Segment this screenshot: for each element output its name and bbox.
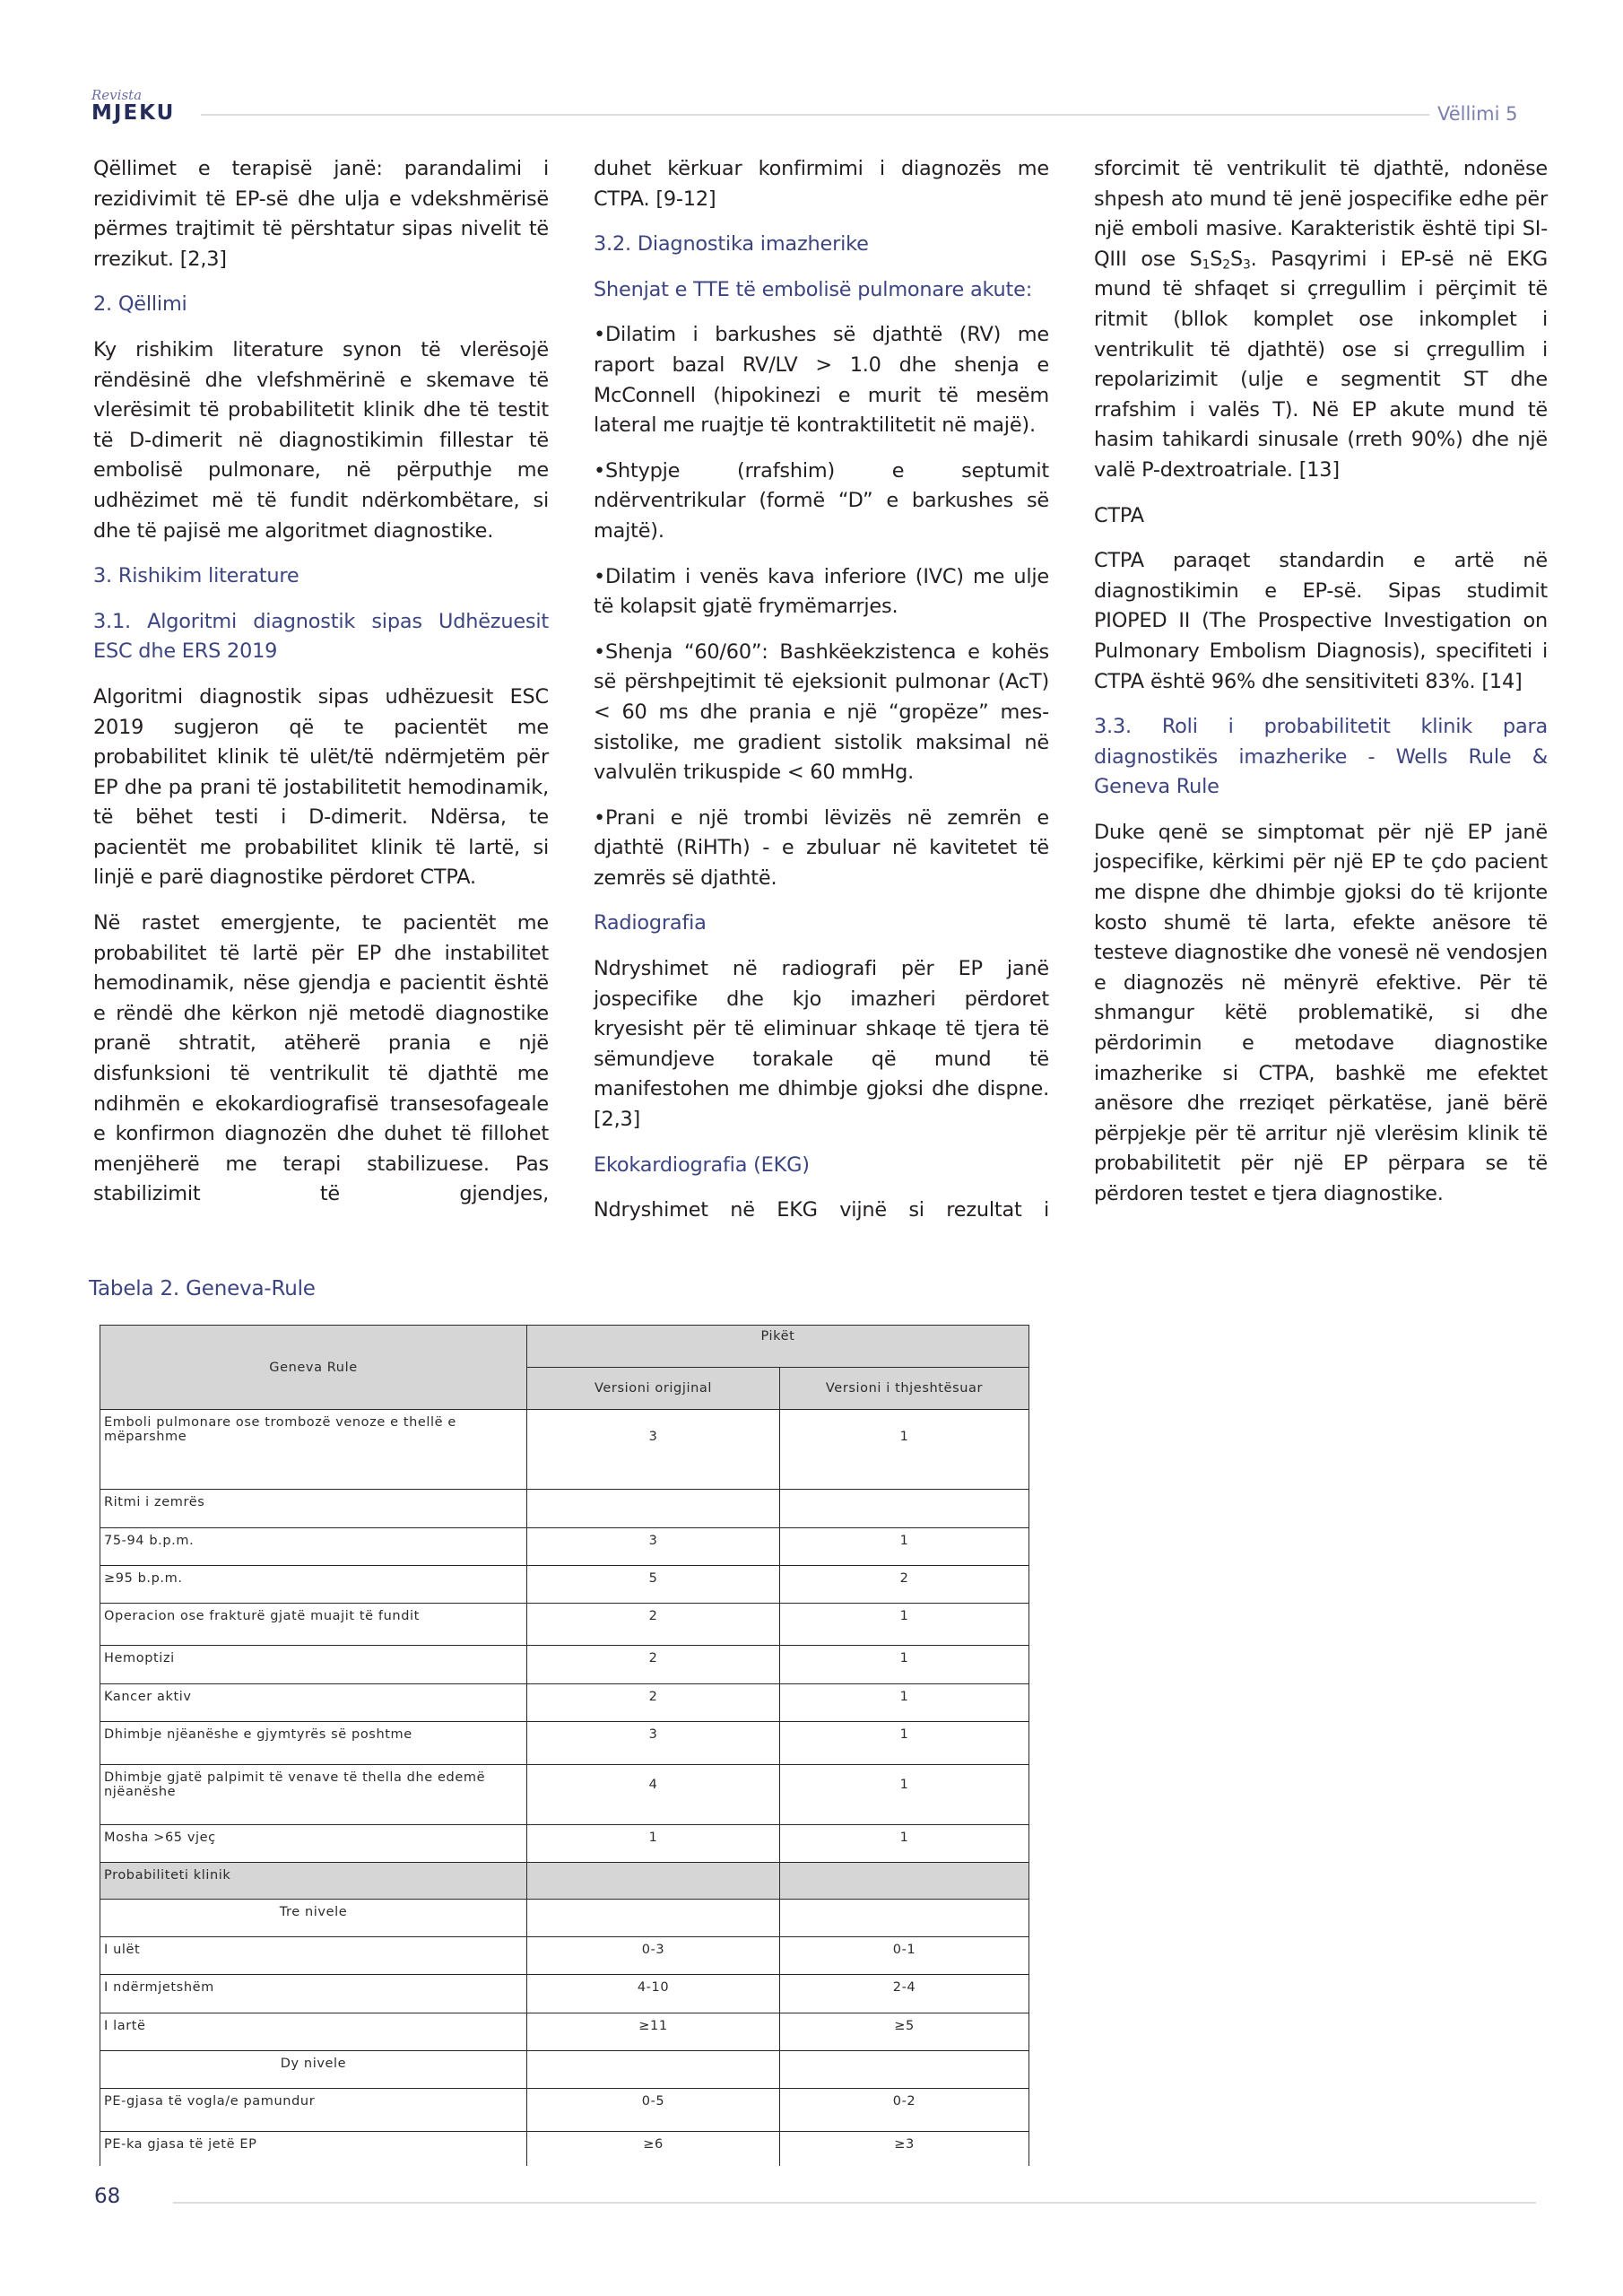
table-row: [100, 1646, 1029, 1684]
logo-title: MJEKU: [91, 101, 176, 125]
simplified-score: 1: [780, 1646, 1029, 1684]
original-score: 2: [527, 1604, 780, 1646]
simplified-score: 1: [780, 1765, 1029, 1825]
simplified-score: 1: [780, 1410, 1029, 1490]
paragraph-ctpa: CTPA paraqet standardin e artë në diagnostikimin e EP-së. Sipas studimit PIOPED II (The Prospective Investigation on Pulmonary Embolism Diagnosis), specifiteti i CTPA është 96% dhe sensitiviteti 83%. [14]: [1094, 549, 1548, 693]
paragraph-ekg-continued: [1094, 154, 1548, 486]
simplified-score: 1: [780, 1684, 1029, 1722]
row-label: I ulët: [100, 1937, 527, 1975]
heading-imaging: 3.2. Diagnostika imazherike: [594, 232, 869, 257]
heading-qellimi: 2. Qëllimi: [93, 292, 187, 317]
row-label: PE-ka gjasa të jetë EP: [100, 2132, 527, 2166]
row-label: Operacion ose frakturë gjatë muajit të fundit: [100, 1604, 527, 1646]
paragraph-algorithm: Algoritmi diagnostik sipas udhëzuesit ESC 2019 sugjeron që te pacientët me probabilitet klinik të ulët/të ndërmjetëm për EP dhe pa prani të jostabilitetit hemodinamik, të bëhet testi i D-dimerit. Ndërsa, te pacientët me probabilitet klinik të lartë, si linjë e parë diagnostike përdoret CTPA.: [93, 684, 549, 890]
column-1: [93, 154, 549, 1225]
row-label: PE-gjasa të vogla/e pamundur: [100, 2089, 527, 2132]
original-score: 4: [527, 1765, 780, 1825]
heading-algorithm: 3.1. Algoritmi diagnostik sipas Udhëzuesit ESC dhe ERS 2019: [93, 609, 549, 664]
row-label: Mosha >65 vjeç: [100, 1825, 527, 1863]
simplified-score: 2: [780, 1566, 1029, 1604]
subheading-ctpa: CTPA: [1094, 503, 1144, 527]
subsection-label: Tre nivele: [100, 1900, 527, 1937]
original-score: 5: [527, 1566, 780, 1604]
simplified-score: 2-4: [780, 1975, 1029, 2013]
simplified-score: 1: [780, 1722, 1029, 1765]
header-geneva-rule: Geneva Rule: [100, 1326, 527, 1410]
subscript: 1: [1202, 257, 1211, 273]
empty-cell: [527, 1900, 780, 1937]
paragraph-emergency: Në rastet emergjente, te pacientët me probabilitet të lartë për EP dhe instabilitet hemodinamik, nëse gjendja e pacientit është e rëndë dhe kërkon një metodë diagnostike pranë shtratit, atëherë prania e një disfunksioni të ventrikulit të djathtë me ndihmën e ekokardiografisë transesofageale e konfirmon diagnozën dhe duhet të fillohet menjëherë me terapi stabilizuese. Pas stabilizimit të gjendjes,: [93, 911, 549, 1206]
empty-cell: [780, 1900, 1029, 1937]
simplified-score: 1: [780, 1604, 1029, 1646]
header-points: Pikët: [527, 1326, 1029, 1368]
table-row: [100, 1684, 1029, 1722]
row-label: Emboli pulmonare ose trombozë venoze e thellë e mëparshme: [100, 1410, 527, 1490]
subsection-label: Dy nivele: [100, 2051, 527, 2089]
paragraph-radiography: Ndryshimet në radiografi për EP janë jospecifike dhe kjo imazheri përdoret kryesisht për të eliminuar shkaqe të tjera të sëmundjeve torakale që mund të manifestohen me dhimbje gjoksi dhe dispne. [2,3]: [594, 957, 1049, 1132]
subscript: 3: [1242, 257, 1251, 273]
original-score: 2: [527, 1684, 780, 1722]
original-score: 3: [527, 1528, 780, 1566]
heading-ekg: Ekokardiografia (EKG): [594, 1152, 810, 1177]
bullet-item: •Prani e një trombi lëvizës në zemrën e djathtë (RiHTh) - e zbuluar në kavitetet të zemrës së djathtë.: [594, 805, 1049, 890]
paragraph-ctpa-confirm: duhet kërkuar konfirmimi i diagnozës me CTPA. [9-12]: [594, 157, 1049, 211]
row-label: I ndërmjetshëm: [100, 1975, 527, 2013]
original-score: [527, 1490, 780, 1528]
table-row: [100, 1490, 1029, 1528]
original-score: 0-5: [527, 2089, 780, 2132]
table-row: [100, 1604, 1029, 1646]
table-row: [100, 1937, 1029, 1975]
original-score: 4-10: [527, 1975, 780, 2013]
row-label: I lartë: [100, 2013, 527, 2051]
text-fragment: . Pasqyrimi i EP-së në EKG mund të shfaqet si çrregullim i përçimit të ritmit (bllok komplet ose inkomplet i ventrikulit të djathtë) ose si çrregullim i repolarizimit (ulje e segmentit ST dhe rrafshim i valës T). Në EP akute mund të hasim tahikardi sinusale (rreth 90%) dhe një valë P-dextroatriale. [13]: [1094, 247, 1548, 482]
heading-literature-review: 3. Rishikim literature: [93, 564, 299, 588]
volume-label: Vëllimi 5: [1437, 103, 1518, 125]
column-2: [594, 154, 1049, 1241]
header-original-version: Versioni origjinal: [527, 1368, 780, 1410]
row-label: Dhimbje njëanëshe e gjymtyrës së poshtme: [100, 1722, 527, 1765]
bullet-item: •Shenja “60/60”: Bashkëekzistenca e kohës së përshpejtimit të ejeksionit pulmonar (AcT) < 60 ms dhe prania e një “gropëze” mes-sistolike, me gradient sistolik maksimal në valvulën trikuspide < 60 mmHg.: [594, 639, 1049, 785]
table-row: [100, 1410, 1029, 1490]
table-row: [100, 2132, 1029, 2166]
header-simplified-version: Versioni i thjeshtësuar: [780, 1368, 1029, 1410]
table-row: [100, 1566, 1029, 1604]
simplified-score: ≥5: [780, 2013, 1029, 2051]
simplified-score: ≥3: [780, 2132, 1029, 2166]
empty-cell: [780, 1863, 1029, 1900]
footer-divider: [173, 2202, 1536, 2204]
table-row: [100, 1528, 1029, 1566]
table-row: [100, 2089, 1029, 2132]
subscript: 2: [1222, 257, 1230, 273]
simplified-score: 1: [780, 1825, 1029, 1863]
table-section-row: [100, 1863, 1029, 1900]
geneva-rule-table: [100, 1325, 1029, 2166]
paragraph-aim: Ky rishikim literature synon të vlerësojë rëndësinë dhe vlefshmërinë e skemave të vlerësimit të probabilitetit klinik dhe të testit të D-dimerit në diagnostikimin fillestar të embolisë pulmonare, në përputhje me udhëzimet më të fundit ndërkombëtare, si dhe të pajisë me algoritmet diagnostike.: [93, 337, 549, 543]
original-score: 3: [527, 1410, 780, 1490]
bullet-item: •Dilatim i venës kava inferiore (IVC) me ulje të kolapsit gjatë frymëmarrjes.: [594, 564, 1049, 619]
page-number: 68: [94, 2185, 121, 2208]
table-row: [100, 1722, 1029, 1765]
text-fragment: sforcimit të ventrikulit të djathtë, ndonëse shpesh ato mund të jenë jospecifike edhe për një emboli masive. Karakteristik është tipi SI-QIII ose S: [1094, 157, 1548, 271]
row-label: Kancer aktiv: [100, 1684, 527, 1722]
empty-cell: [780, 2051, 1029, 2089]
row-label: Ritmi i zemrës: [100, 1490, 527, 1528]
empty-cell: [527, 2051, 780, 2089]
table-caption: Tabela 2. Geneva-Rule: [89, 1277, 316, 1300]
row-label: Hemoptizi: [100, 1646, 527, 1684]
section-label: Probabiliteti klinik: [100, 1863, 527, 1900]
row-label: 75-94 b.p.m.: [100, 1528, 527, 1566]
table-subsection-row: [100, 2051, 1029, 2089]
text-fragment: S: [1210, 247, 1223, 271]
heading-radiography: Radiografia: [594, 911, 707, 935]
table-row: [100, 1765, 1029, 1825]
heading-clinical-probability: 3.3. Roli i probabilitetit klinik para diagnostikës imazherike - Wells Rule & Geneva Rule: [1094, 715, 1548, 799]
paragraph-ekg: Ndryshimet në EKG vijnë si rezultat i: [594, 1198, 1049, 1222]
original-score: 1: [527, 1825, 780, 1863]
table-row: [100, 1825, 1029, 1863]
logo-subtitle: Revista: [91, 87, 143, 103]
row-label: Dhimbje gjatë palpimit të venave të thella dhe edemë njëanëshe: [100, 1765, 527, 1825]
original-score: 2: [527, 1646, 780, 1684]
table-row: [100, 1975, 1029, 2013]
original-score: ≥11: [527, 2013, 780, 2051]
column-3: [1094, 154, 1548, 1225]
simplified-score: 0-2: [780, 2089, 1029, 2132]
paragraph-clinical-probability: Duke qenë se simptomat për një EP janë jospecifike, kërkimi për një EP te çdo pacient me dispne dhe dhimbje gjoksi do të krijonte kosto shumë të larta, efekte anësore të testeve diagnostike dhe vonesë në vendosjen e diagnozës në mënyrë efektive. Për të shmangur këtë problematikë, si dhe përdorimin e metodave diagnostike imazherike si CTPA, bashkë me efektet anësore dhe rreziqet përkatëse, janë bërë përpjekje për të arritur një vlerësim klinik të probabilitetit për një EP përpara se të përdoren testet e tjera diagnostike.: [1094, 820, 1548, 1205]
bullet-item: •Shtypje (rrafshim) e septumit ndërventrikular (formë “D” e barkushes së majtë).: [594, 458, 1049, 543]
original-score: 3: [527, 1722, 780, 1765]
original-score: 0-3: [527, 1937, 780, 1975]
row-label: ≥95 b.p.m.: [100, 1566, 527, 1604]
table-row: [100, 2013, 1029, 2051]
journal-logo: [91, 88, 175, 124]
paragraph-therapy-goals: Qëllimet e terapisë janë: parandalimi i rezidivimit të EP-së dhe ulja e vdekshmërisë përmes trajtimit të përshtatur sipas nivelit të rrezikut. [2,3]: [93, 157, 549, 271]
text-fragment: S: [1229, 247, 1243, 271]
simplified-score: 0-1: [780, 1937, 1029, 1975]
table-subsection-row: [100, 1900, 1029, 1937]
simplified-score: [780, 1490, 1029, 1528]
header-divider: [201, 114, 1429, 116]
bullet-item: •Dilatim i barkushes së djathtë (RV) me raport bazal RV/LV > 1.0 dhe shenja e McConnell (hipokinezi e murit të mesëm lateral me ruajtje të kontraktilitetit në majë).: [594, 323, 1049, 438]
heading-tte-signs: Shenjat e TTE të embolisë pulmonare akute:: [594, 277, 1033, 301]
simplified-score: 1: [780, 1528, 1029, 1566]
empty-cell: [527, 1863, 780, 1900]
original-score: ≥6: [527, 2132, 780, 2166]
